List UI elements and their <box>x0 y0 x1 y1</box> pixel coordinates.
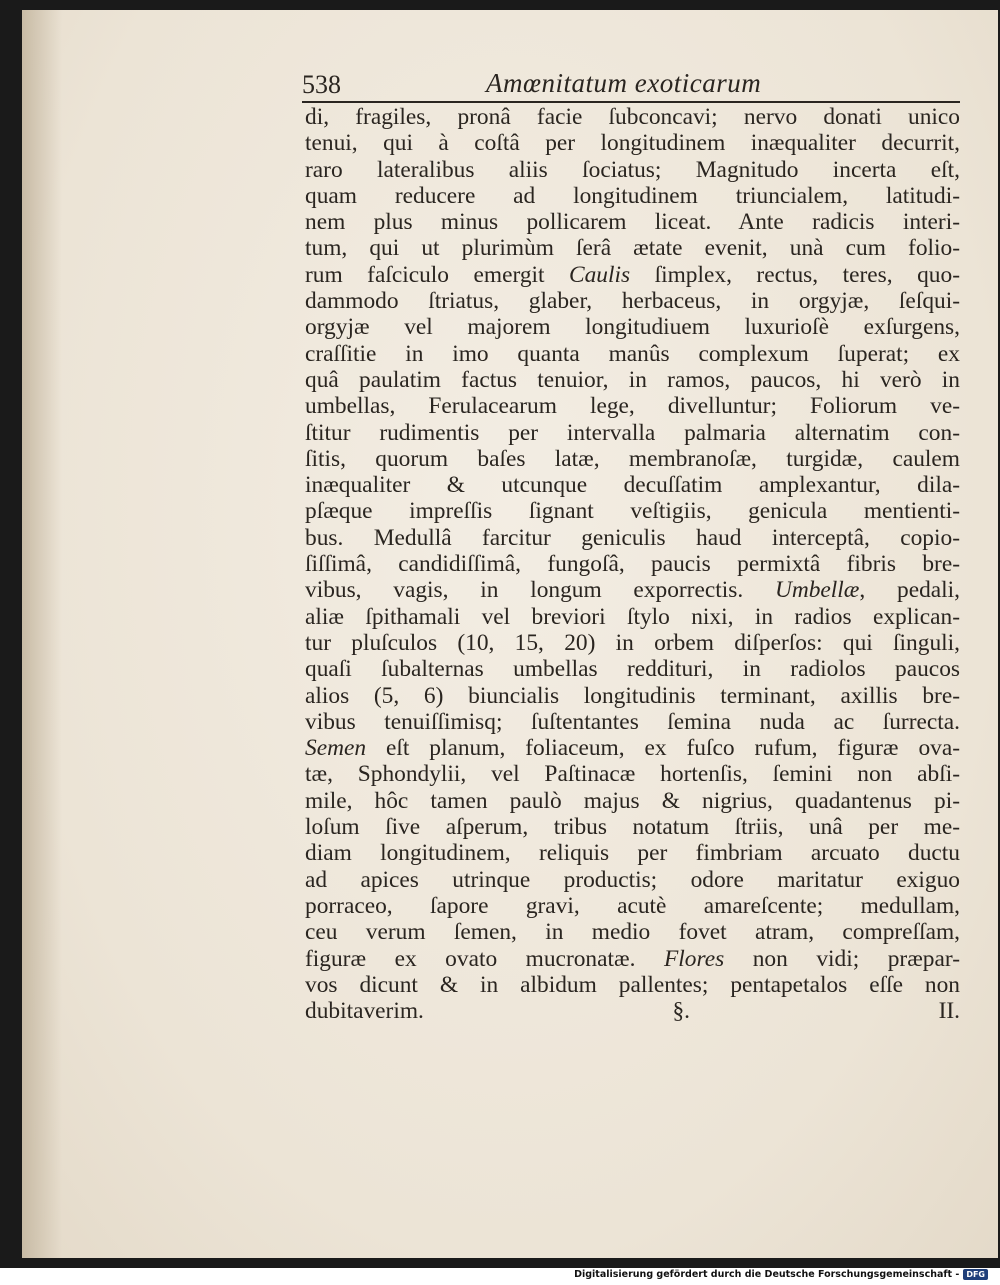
text-line: vos dicunt & in albidum pallentes; pentapetalos eſſe non <box>305 971 960 998</box>
digitization-footer <box>574 1269 988 1280</box>
text-line: diam longitudinem, reliquis per fimbriam arcuato ductu <box>305 840 960 867</box>
header-rule <box>302 101 960 103</box>
page-gutter-shadow <box>22 10 62 1258</box>
text-line: craſſitie in imo quanta manûs complexum ſuperat; ex <box>305 340 960 367</box>
text-line: nem plus minus pollicarem liceat. Ante radicis interi- <box>305 209 960 236</box>
text-line: bus. Medullâ farcitur geniculis haud interceptâ, copio- <box>305 524 960 551</box>
text-line: umbellas, Ferulacearum lege, divelluntur; Foliorum ve- <box>305 393 960 420</box>
text-line: tum, qui ut plurimùm ſerâ ætate evenit, unà cum folio- <box>305 235 960 262</box>
text-line: quâ paulatim factus tenuior, in ramos, paucos, hi verò in <box>305 366 960 393</box>
text-line: vibus tenuiſſimisq; ſuſtentantes ſemina nuda ac ſurrecta. <box>305 708 960 735</box>
text-line: rum faſciculo emergit Caulis ſimplex, rectus, teres, quo- <box>305 261 960 288</box>
text-line: ad apices utrinque productis; odore maritatur exiguo <box>305 866 960 893</box>
text-line: raro lateralibus aliis ſociatus; Magnitudo incerta eſt, <box>305 156 960 183</box>
text-line: tur pluſculos (10, 15, 20) in orbem diſperſos: qui ſinguli, <box>305 629 960 656</box>
text-line: alios (5, 6) biuncialis longitudinis terminant, axillis bre- <box>305 682 960 709</box>
running-title: Amœnitatum exoticarum <box>486 68 762 98</box>
text-line: figuræ ex ovato mucronatæ. Flores non vidi; præpar- <box>305 945 960 972</box>
text-line: inæqualiter & utcunque decuſſatim amplexantur, dila- <box>305 472 960 499</box>
text-line: loſum ſive aſperum, tribus notatum ſtriis, unâ per me- <box>305 814 960 841</box>
text-line: dammodo ſtriatus, glaber, herbaceus, in orgyjæ, ſeſqui- <box>305 288 960 315</box>
text-line: Semen eſt planum, foliaceum, ex fuſco rufum, figuræ ova- <box>305 735 960 762</box>
text-line: ſiſſimâ, candidiſſimâ, fungoſâ, paucis permixtâ fibris bre- <box>305 551 960 578</box>
text-line: ſtitur rudimentis per intervalla palmaria alternatim con- <box>305 419 960 446</box>
text-line: pſæque impreſſis ſignant veſtigiis, genicula mentienti- <box>305 498 960 525</box>
text-line: di, fragiles, pronâ facie ſubconcavi; nervo donati unico <box>305 104 960 130</box>
text-line: orgyjæ vel majorem longitudiuem luxurioſè exſurgens, <box>305 314 960 341</box>
text-line: dubitaverim. §. II. <box>305 998 960 1025</box>
page-number: 538 <box>302 70 341 99</box>
dfg-logo: DFG <box>963 1269 988 1280</box>
text-line: ſitis, quorum baſes latæ, membranoſæ, turgidæ, caulem <box>305 445 960 472</box>
page-header <box>282 62 960 102</box>
text-line: tæ, Sphondylii, vel Paſtinacæ hortenſis, ſemini non abſi- <box>305 761 960 788</box>
text-line: quam reducere ad longitudinem triuncialem, latitudi- <box>305 182 960 209</box>
text-line: aliæ ſpithamali vel breviori ſtylo nixi, in radios explican- <box>305 603 960 630</box>
text-line: vibus, vagis, in longum exporrectis. Umbellæ, pedali, <box>305 577 961 604</box>
funding-credit: Digitalisierung gefördert durch die Deutsche Forschungsgemeinschaft - <box>574 1269 960 1280</box>
text-line: mile, hôc tamen paulò majus & nigrius, quadantenus pi- <box>305 787 960 814</box>
text-line: porraceo, ſapore gravi, acutè amareſcente; medullam, <box>305 892 960 919</box>
text-line: ceu verum ſemen, in medio fovet atram, compreſſam, <box>305 919 960 946</box>
body-text <box>305 104 960 1024</box>
text-line: quaſi ſubalternas umbellas reddituri, in radiolos paucos <box>305 656 960 683</box>
text-line: tenui, qui à coſtâ per longitudinem inæqualiter decurrit, <box>305 130 960 157</box>
